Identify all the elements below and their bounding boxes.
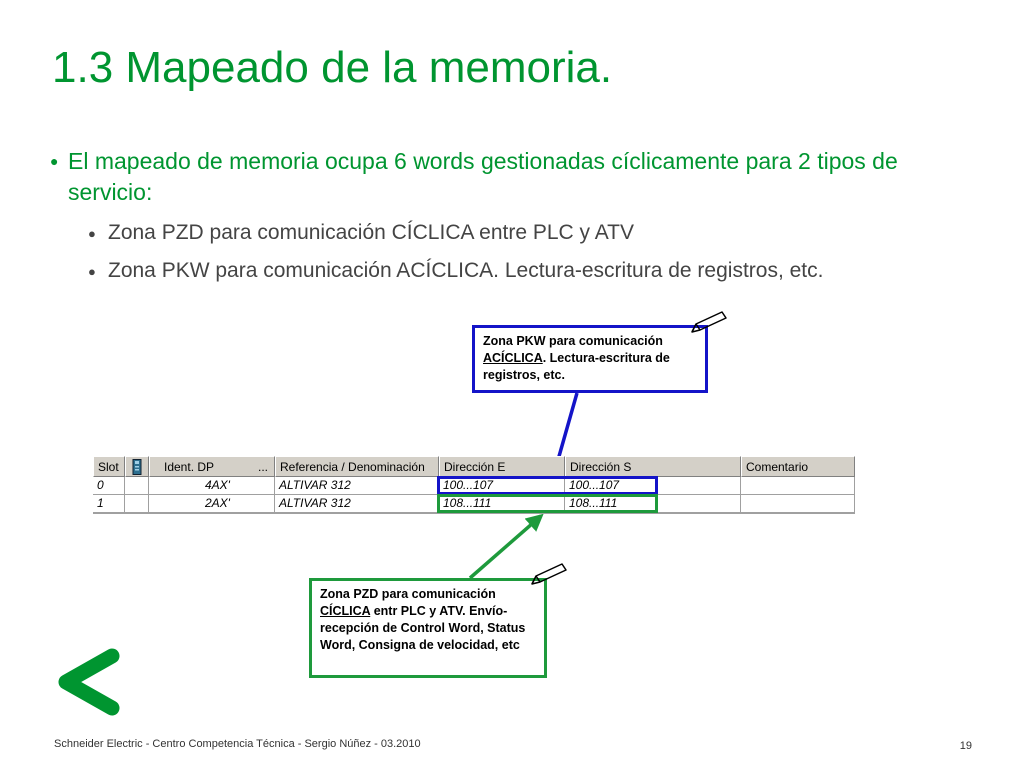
pencil-icon bbox=[528, 562, 570, 588]
pzd-callout-line1: Zona PZD para comunicación bbox=[320, 587, 496, 601]
cell-ref: ALTIVAR 312 bbox=[275, 495, 439, 513]
pkw-highlight-box bbox=[437, 476, 658, 495]
sub-bullet-text: Zona PZD para comunicación CÍCLICA entre PLC y ATV bbox=[108, 221, 635, 244]
col-header-dots: ... bbox=[258, 460, 269, 474]
cell-ident bbox=[149, 495, 275, 513]
pkw-callout-acyclic: ACÍCLICA bbox=[483, 351, 543, 365]
sub-bullet-text: Zona PKW para comunicación ACÍCLICA. Lectura-escritura de registros, etc. bbox=[108, 259, 824, 282]
module-icon bbox=[132, 459, 142, 475]
col-header-ident-label: Ident. DP bbox=[164, 460, 215, 474]
col-header-ref[interactable]: Referencia / Denominación bbox=[275, 456, 439, 477]
cell-dir-e: 108...111 bbox=[439, 495, 565, 513]
col-header-module[interactable] bbox=[125, 456, 149, 477]
pencil-icon bbox=[688, 310, 730, 336]
bullet-mark: ● bbox=[88, 226, 96, 241]
cell-ident-text: 2AX' bbox=[205, 496, 230, 510]
cell-module bbox=[125, 477, 149, 495]
page-number: 19 bbox=[959, 740, 972, 752]
col-header-slot[interactable]: Slot bbox=[93, 456, 125, 477]
col-header-dir-e[interactable]: Dirección E bbox=[439, 456, 565, 477]
cell-dir-e: 100...107 bbox=[439, 477, 565, 495]
page-title: 1.3 Mapeado de la memoria. bbox=[52, 43, 613, 92]
cell-slot: 0 bbox=[93, 477, 125, 495]
cell-ref: ALTIVAR 312 bbox=[275, 477, 439, 495]
pzd-callout-rest: entr PLC y ATV. Envío-recepción de Control Word, Status Word, Consigna de velocidad, etc bbox=[320, 604, 526, 652]
main-bullet-text: El mapeado de memoria ocupa 6 words gestionadas cíclicamente para 2 tipos de servicio: bbox=[68, 148, 898, 205]
cell-comment bbox=[741, 495, 855, 513]
bullet-mark: ● bbox=[88, 264, 96, 279]
pkw-callout bbox=[472, 325, 708, 393]
back-chevron-icon[interactable] bbox=[52, 648, 122, 718]
table-header-row bbox=[93, 456, 855, 477]
pzd-highlight-box bbox=[437, 494, 658, 513]
col-header-ident[interactable] bbox=[149, 456, 275, 477]
bullet-mark: ● bbox=[50, 153, 59, 169]
col-header-comment[interactable]: Comentario bbox=[741, 456, 855, 477]
pzd-callout-cyclic: CÍCLICA bbox=[320, 604, 371, 618]
cell-ident bbox=[149, 477, 275, 495]
footer-text: Schneider Electric - Centro Competencia Técnica - Sergio Núñez - 03.2010 bbox=[54, 738, 421, 750]
cell-module bbox=[125, 495, 149, 513]
cell-dir-s: 100...107 bbox=[565, 477, 741, 495]
cell-dir-s: 108...111 bbox=[565, 495, 741, 513]
cell-comment bbox=[741, 477, 855, 495]
col-header-dir-s[interactable]: Dirección S bbox=[565, 456, 741, 477]
cell-ident-text: 4AX' bbox=[205, 478, 230, 492]
pzd-callout bbox=[309, 578, 547, 678]
pkw-callout-line1: Zona PKW para comunicación bbox=[483, 334, 663, 348]
pkw-callout-rest: . Lectura-escritura de registros, etc. bbox=[483, 351, 670, 382]
cell-slot: 1 bbox=[93, 495, 125, 513]
